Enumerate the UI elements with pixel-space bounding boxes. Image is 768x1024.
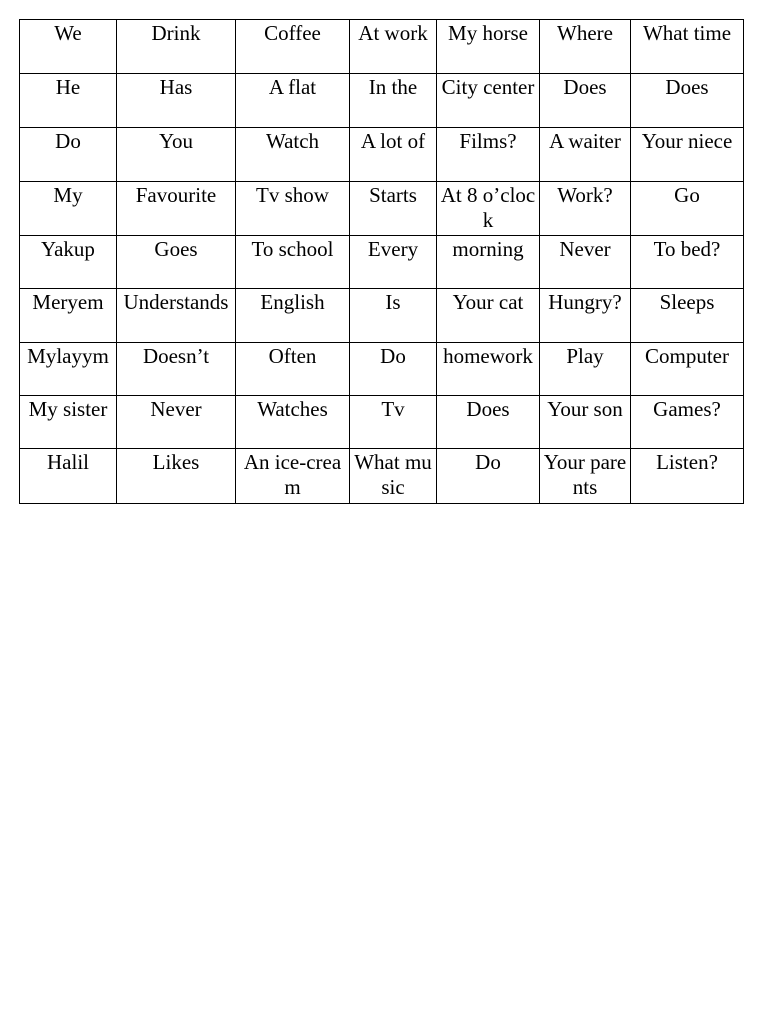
table-cell <box>350 74 437 128</box>
cell-word: Your parents <box>543 450 627 499</box>
table-cell <box>631 182 744 236</box>
table-cell <box>540 449 631 504</box>
cell-word: morning <box>452 237 524 261</box>
table-cell <box>540 182 631 236</box>
table-cell <box>631 289 744 343</box>
table-row <box>20 289 744 343</box>
cell-word: At 8 o’clock <box>440 183 536 232</box>
cell-word: Understands <box>123 290 229 314</box>
table-cell <box>437 182 540 236</box>
table-cell <box>117 236 236 289</box>
cell-word: Starts <box>369 183 417 207</box>
cell-word: My <box>53 183 83 207</box>
table-cell <box>236 236 350 289</box>
table-cell <box>117 182 236 236</box>
table-row <box>20 396 744 449</box>
table-cell <box>20 343 117 396</box>
table-cell <box>350 289 437 343</box>
table-cell <box>350 236 437 289</box>
cell-word: Do <box>475 450 501 474</box>
cell-word: Never <box>150 397 202 421</box>
table-cell <box>20 289 117 343</box>
table-cell <box>117 396 236 449</box>
table-cell <box>350 182 437 236</box>
table-cell <box>236 343 350 396</box>
cell-word: Watch <box>265 129 320 153</box>
table-cell <box>117 449 236 504</box>
table-cell <box>20 396 117 449</box>
table-row <box>20 182 744 236</box>
cell-word: My horse <box>448 21 528 45</box>
cell-word: Mylayym <box>27 344 109 368</box>
cell-word: Is <box>385 290 401 314</box>
table-cell <box>117 128 236 182</box>
cell-word: Do <box>55 129 81 153</box>
table-cell <box>117 20 236 74</box>
table-cell <box>20 182 117 236</box>
cell-word: We <box>54 21 82 45</box>
cell-word: In the <box>368 75 418 99</box>
table-cell <box>236 20 350 74</box>
cell-word: Your niece <box>641 129 733 153</box>
cell-word: Tv show <box>256 183 329 207</box>
table-cell <box>631 20 744 74</box>
cell-word: Work? <box>557 183 613 207</box>
cell-word: Doesn’t <box>142 344 210 368</box>
table-cell <box>236 449 350 504</box>
cell-word: English <box>260 290 325 314</box>
cell-word: What music <box>354 450 432 499</box>
cell-word: Hungry? <box>548 290 622 314</box>
table-cell <box>236 182 350 236</box>
table-cell <box>20 449 117 504</box>
cell-word: He <box>55 75 81 99</box>
table-cell <box>437 343 540 396</box>
table-cell <box>437 236 540 289</box>
table-cell <box>20 20 117 74</box>
cell-word: Go <box>674 183 700 207</box>
table-cell <box>236 289 350 343</box>
table-cell <box>631 74 744 128</box>
cell-word: Your son <box>547 397 623 421</box>
table-cell <box>350 396 437 449</box>
cell-word: A lot of <box>360 129 426 153</box>
cell-word: City center <box>441 75 535 99</box>
cell-word: Favourite <box>135 183 217 207</box>
table-cell <box>631 128 744 182</box>
cell-word: Often <box>268 344 317 368</box>
table-cell <box>350 128 437 182</box>
cell-word: Yakup <box>41 237 95 261</box>
cell-word: You <box>158 129 194 153</box>
cell-word: Do <box>380 344 406 368</box>
cell-word: Films? <box>459 129 517 153</box>
cell-word: Computer <box>645 344 729 368</box>
cell-word: Listen? <box>656 450 718 474</box>
table-cell <box>540 289 631 343</box>
table-cell <box>350 449 437 504</box>
cell-word: Coffee <box>264 21 321 45</box>
cell-word: Meryem <box>32 290 104 314</box>
table-cell <box>437 396 540 449</box>
table-cell <box>631 343 744 396</box>
table-cell <box>631 236 744 289</box>
table-cell <box>350 20 437 74</box>
table-cell <box>437 289 540 343</box>
cell-word: A waiter <box>549 129 621 153</box>
table-row <box>20 74 744 128</box>
table-row <box>20 343 744 396</box>
cell-word: Play <box>566 344 604 368</box>
table-cell <box>631 396 744 449</box>
table-cell <box>350 343 437 396</box>
table-cell <box>540 74 631 128</box>
cell-word: To school <box>251 237 334 261</box>
table-cell <box>437 20 540 74</box>
table-cell <box>236 74 350 128</box>
table-cell <box>437 449 540 504</box>
cell-word: Does <box>665 75 709 99</box>
table-cell <box>20 128 117 182</box>
table-cell <box>631 449 744 504</box>
table-cell <box>540 128 631 182</box>
word-grid-body <box>20 20 744 504</box>
table-cell <box>540 343 631 396</box>
cell-word: Where <box>557 21 613 45</box>
cell-word: Drink <box>151 21 201 45</box>
cell-word: Your cat <box>452 290 524 314</box>
cell-word: What time <box>642 21 732 45</box>
cell-word: Halil <box>47 450 89 474</box>
word-grid-table <box>19 19 744 504</box>
cell-word: A flat <box>268 75 317 99</box>
table-cell <box>236 396 350 449</box>
table-cell <box>540 236 631 289</box>
cell-word: Watches <box>257 397 328 421</box>
cell-word: An ice-cream <box>243 450 342 499</box>
table-cell <box>117 343 236 396</box>
cell-word: Games? <box>653 397 721 421</box>
table-cell <box>437 74 540 128</box>
cell-word: At work <box>358 21 428 45</box>
cell-word: Likes <box>152 450 200 474</box>
cell-word: Sleeps <box>659 290 715 314</box>
table-cell <box>540 396 631 449</box>
cell-word: Has <box>159 75 193 99</box>
cell-word: Every <box>367 237 419 261</box>
cell-word: My sister <box>28 397 108 421</box>
table-row <box>20 236 744 289</box>
table-cell <box>117 74 236 128</box>
cell-word: homework <box>443 344 533 368</box>
table-cell <box>540 20 631 74</box>
cell-word: Goes <box>154 237 198 261</box>
cell-word: Never <box>559 237 611 261</box>
cell-word: Does <box>563 75 607 99</box>
table-row <box>20 449 744 504</box>
cell-word: To bed? <box>653 237 721 261</box>
table-cell <box>236 128 350 182</box>
table-row <box>20 20 744 74</box>
table-cell <box>20 236 117 289</box>
table-cell <box>20 74 117 128</box>
table-row <box>20 128 744 182</box>
cell-word: Does <box>466 397 510 421</box>
table-cell <box>437 128 540 182</box>
table-cell <box>117 289 236 343</box>
cell-word: Tv <box>381 397 405 421</box>
worksheet-page <box>19 19 743 504</box>
